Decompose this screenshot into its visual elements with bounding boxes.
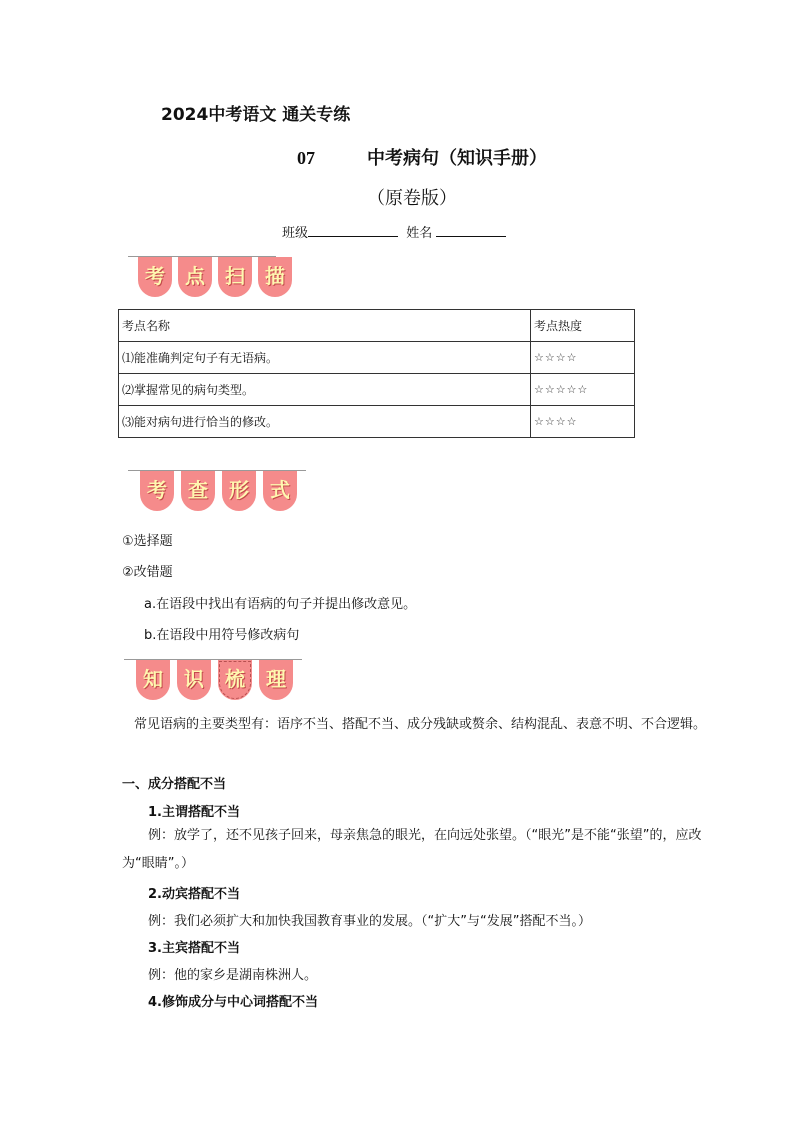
- heat-stars: ☆☆☆☆: [531, 406, 635, 438]
- name-label: 姓名: [406, 226, 433, 241]
- table-cell: ⑵掌握常见的病句类型。: [119, 374, 531, 406]
- class-blank: [308, 224, 398, 237]
- subsection-heading: 2.动宾搭配不当: [148, 887, 240, 902]
- banner-flag: 梳: [218, 660, 252, 700]
- subsection-heading: 3.主宾搭配不当: [148, 941, 240, 956]
- heat-stars: ☆☆☆☆: [531, 342, 635, 374]
- section-heading: 一、成分搭配不当: [122, 777, 227, 792]
- form-item-1: ①选择题: [122, 534, 173, 549]
- banner-flag: 点: [178, 257, 212, 297]
- banner-flag: 形: [222, 471, 256, 511]
- sub-title-text: 中考病句（知识手册）: [367, 148, 547, 169]
- table-cell: ⑶能对病句进行恰当的修改。: [119, 406, 531, 438]
- example-text: 例：我们必须扩大和加快我国教育事业的发展。（“扩大”与“发展”搭配不当。）: [148, 914, 591, 929]
- subsection-heading: 1.主谓搭配不当: [148, 805, 240, 820]
- banner-flag: 知: [136, 660, 170, 700]
- banner-flag: 识: [177, 660, 211, 700]
- header-title: 2024中考语文 通关专练: [161, 105, 351, 125]
- banner-flag: 理: [259, 660, 293, 700]
- form-item-2: ②改错题: [122, 565, 173, 580]
- heat-stars: ☆☆☆☆☆: [531, 374, 635, 406]
- form-sub-a: a.在语段中找出有语病的句子并提出修改意见。: [144, 597, 417, 612]
- table-header-row: [119, 310, 635, 342]
- form-sub-b: b.在语段中用符号修改病句: [144, 628, 300, 643]
- banner-flag: 查: [181, 471, 215, 511]
- banner-form: [128, 470, 306, 520]
- class-label: 班级: [282, 226, 309, 241]
- edition-label: （原卷版）: [367, 188, 457, 209]
- table-row: [119, 342, 635, 374]
- banner-knowledge: [124, 659, 302, 709]
- key-points-table: [118, 309, 635, 438]
- table-header-cell: 考点热度: [531, 310, 635, 342]
- sub-title: [297, 144, 547, 170]
- table-header-cell: 考点名称: [119, 310, 531, 342]
- subsection-heading: 4.修饰成分与中心词搭配不当: [148, 995, 318, 1010]
- banner-flag: 考: [138, 257, 172, 297]
- name-blank: [436, 224, 506, 237]
- banner-flag: 考: [140, 471, 174, 511]
- class-name-line: [282, 222, 506, 241]
- table-row: [119, 406, 635, 438]
- sub-number: 07: [297, 148, 315, 168]
- banner-flag: 描: [258, 257, 292, 297]
- banner-flag: 式: [263, 471, 297, 511]
- table-cell: ⑴能准确判定句子有无语病。: [119, 342, 531, 374]
- banner-flag: 扫: [218, 257, 252, 297]
- example-text: 例：放学了，还不见孩子回来，母亲焦急的眼光，在向远处张望。（“眼光”是不能“张望”的，应改为“眼睛”。）: [122, 828, 702, 871]
- banner-scan: [128, 256, 285, 306]
- table-row: [119, 374, 635, 406]
- example-text: 例：他的家乡是湖南株洲人。: [148, 968, 318, 983]
- knowledge-intro: 常见语病的主要类型有：语序不当、搭配不当、成分残缺或赘余、结构混乱、表意不明、不合逻辑。: [134, 717, 707, 732]
